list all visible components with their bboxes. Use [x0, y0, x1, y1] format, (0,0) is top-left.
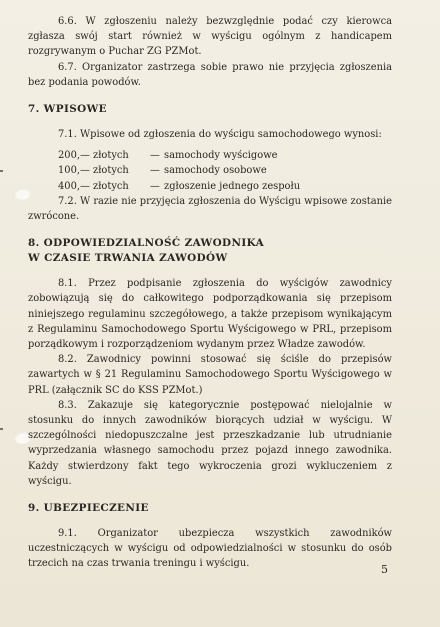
page-number: 5 [381, 563, 388, 576]
paragraph-7-1: 7.1. Wpisowe od zgłoszenia do wyścigu samochodowego wynosi: [58, 129, 382, 141]
fee-amount: 100,— złotych [58, 165, 129, 177]
section-8-heading-line2: W CZASIE TRWANIA ZAWODÓW [28, 252, 228, 265]
fee-amount: 400,— złotych [58, 180, 129, 192]
section-8-heading [28, 236, 392, 266]
paragraph-6-7: 6.7. Organizator zastrzega sobie prawo nie przyjęcia zgłoszenia bez podania powodów. [28, 61, 392, 88]
margin-mark [0, 170, 3, 172]
section-8-heading-line1: 8. ODPOWIEDZIALNOŚĆ ZAWODNIKA [28, 237, 265, 250]
paragraph-8-1: 8.1. Przez podpisanie zgłoszenia do wyścigów zawodnicy zobowiązują się do całkowitego podporządkowania się przepisom niniejszego regulaminu szczegółowego, a także przepisom wynikającym z Regulaminu Samochodowego Sportu Wyścigowego w PRL, przepisom porządkowym i rozporządzeniom wydanym przez Władze zawodów. [28, 278, 392, 351]
fee-list [58, 148, 392, 194]
fee-dash: — [150, 165, 160, 177]
paragraph-8-3: 8.3. Zakazuje się kategorycznie postępować nielojalnie w stosunku do innych zawodników biorących udział w wyścigu. W szczególności niedopuszczalne jest przeszkadzanie lub utrudnianie wyprzedzania własnego samochodu przez pojazd innego zawodnika. Każdy stwierdzony fakt tego wykroczenia grozi wykluczeniem z wyścigu. [28, 399, 392, 487]
margin-mark [0, 428, 3, 430]
fee-description: samochody osobowe [164, 165, 267, 177]
paragraph-9-1: 9.1. Organizator ubezpiecza wszystkich zawodników uczestniczących w wyścigu od odpowiedzialności w stosunku do osób trzecich na czas trwania treningu i wyścigu. [28, 528, 392, 570]
fee-row [58, 179, 392, 194]
document-body [28, 14, 392, 572]
section-9-heading: 9. UBEZPIECZENIE [28, 502, 149, 515]
fee-dash: — [150, 150, 160, 162]
fee-description: zgłoszenie jednego zespołu [164, 180, 301, 192]
fee-dash: — [150, 180, 160, 192]
fee-row [58, 148, 392, 163]
paragraph-8-2: 8.2. Zawodnicy powinni stosować się ściśle do przepisów zawartych w § 21 Regulaminu Samochodowego Sportu Wyścigowego w PRL (załącznik SC do KSS PZMot.) [28, 354, 392, 396]
section-7-heading: 7. WPISOWE [28, 103, 107, 116]
paragraph-7-2: 7.2. W razie nie przyjęcia zgłoszenia do Wyścigu wpisowe zostanie zwrócone. [28, 195, 392, 223]
fee-row [58, 163, 392, 178]
paragraph-6-6: 6.6. W zgłoszeniu należy bezwzględnie podać czy kierowca zgłasza swój start również w wyścigu ogólnym z handicapem rozgrywanym o Puchar ZG PZMot. [28, 16, 392, 58]
fee-description: samochody wyścigowe [164, 150, 278, 162]
fee-amount: 200,— złotych [58, 150, 129, 162]
